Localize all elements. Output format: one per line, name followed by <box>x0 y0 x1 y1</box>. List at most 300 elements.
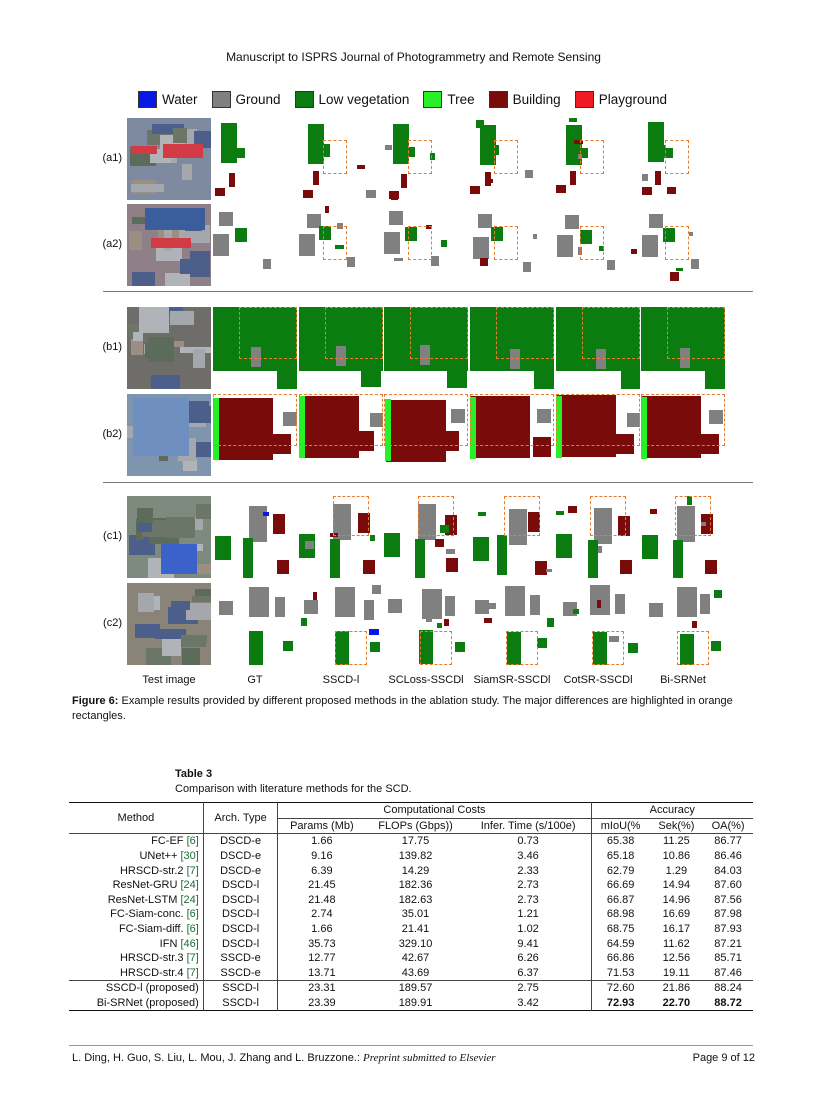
cell-miou <box>591 966 650 981</box>
map-region <box>215 188 225 196</box>
segmentation-map <box>641 496 725 578</box>
cell-text: 9.16 <box>311 850 333 863</box>
th-sek: Sek(%) <box>658 819 695 832</box>
segmentation-map <box>556 307 640 389</box>
cell-text: 2.33 <box>517 864 539 877</box>
legend-swatch <box>489 91 508 108</box>
cell-sek <box>650 922 704 937</box>
segmentation-map <box>641 394 725 476</box>
cell-text: SSCD-e <box>220 952 261 965</box>
citation-link[interactable]: [6] <box>186 908 199 921</box>
map-region <box>363 560 375 574</box>
map-region <box>301 618 307 627</box>
map-region <box>277 560 289 574</box>
cell-method <box>69 981 203 996</box>
highlight-rectangle <box>504 496 540 536</box>
map-region <box>621 368 640 389</box>
row-label: (b2) <box>102 428 122 440</box>
cell-text: 21.86 <box>662 982 691 995</box>
cell-method <box>69 834 203 849</box>
cell-text: 2.73 <box>517 879 539 892</box>
cell-text: 35.73 <box>308 937 336 950</box>
cell-arch <box>203 863 278 878</box>
map-region <box>649 214 663 228</box>
map-region <box>598 546 603 553</box>
cell-flops <box>365 966 465 981</box>
table-title: Table 3 <box>175 768 213 780</box>
cell-text: 62.79 <box>606 864 635 877</box>
segmentation-map <box>556 496 640 578</box>
th-miou: mIoU(% <box>600 819 641 832</box>
cell-text: 1.29 <box>665 864 688 877</box>
cell-text: 6.37 <box>517 966 539 979</box>
cell-text: ResNet-LSTM <box>107 893 181 906</box>
cell-flops <box>365 951 465 966</box>
citation-link[interactable]: [24] <box>180 893 199 906</box>
cell-flops <box>365 849 465 864</box>
table-subtitle: Comparison with literature methods for the SCD. <box>175 783 412 795</box>
map-region <box>568 506 577 513</box>
legend-item <box>138 91 198 108</box>
photo-patch <box>196 504 211 519</box>
map-region <box>642 235 658 257</box>
map-region <box>361 365 381 387</box>
cell-miou <box>591 922 650 937</box>
cell-infer <box>466 878 591 893</box>
caption-text: Example results provided by different proposed methods in the ablation study. The major differences are highlighted in orange rectangles. <box>72 695 733 722</box>
segmentation-map <box>299 204 383 286</box>
legend-swatch <box>295 91 314 108</box>
column-label: GT <box>247 674 263 686</box>
map-region <box>607 260 615 270</box>
cell-params <box>278 936 366 951</box>
map-region <box>505 586 525 616</box>
map-region <box>631 249 637 254</box>
segmentation-map <box>299 118 383 200</box>
map-region <box>523 262 531 272</box>
cell-text: DSCD-l <box>221 908 260 921</box>
cell-flops <box>365 893 465 908</box>
cell-text: 88.24 <box>714 982 742 995</box>
cell-arch <box>203 907 278 922</box>
group-separator <box>103 482 753 483</box>
map-region <box>391 191 398 199</box>
cell-text: DSCD-l <box>221 879 260 892</box>
th-params: Params (Mb) <box>290 819 354 832</box>
cell-text: SSCD-e <box>220 966 261 979</box>
map-region <box>243 538 253 578</box>
legend-swatch <box>212 91 231 108</box>
cell-text: 21.41 <box>401 923 430 936</box>
map-region <box>692 621 697 628</box>
cell-sek <box>650 849 704 864</box>
segmentation-map <box>299 583 383 665</box>
cell-infer <box>466 936 591 951</box>
segmentation-map <box>213 496 297 578</box>
table-row <box>69 849 753 864</box>
cell-text: DSCD-l <box>221 923 260 936</box>
cell-text: 2.74 <box>311 908 333 921</box>
cell-text: 1.21 <box>517 908 539 921</box>
map-region <box>556 185 566 193</box>
footer-page-number: Page 9 of 12 <box>692 1052 755 1064</box>
highlight-rectangle <box>420 631 452 665</box>
map-region <box>364 600 374 620</box>
legend-item <box>575 91 667 108</box>
cell-method <box>69 936 203 951</box>
highlight-rectangle <box>323 140 347 174</box>
column-label: Bi-SRNet <box>660 674 706 686</box>
th-acc: Accuracy <box>591 803 753 819</box>
cell-text: 3.46 <box>517 850 539 863</box>
cell-text: 2.73 <box>517 893 539 906</box>
legend-swatch <box>423 91 442 108</box>
map-region <box>620 560 632 574</box>
cell-oa <box>703 922 753 937</box>
cell-miou <box>591 849 650 864</box>
cell-flops <box>365 996 465 1011</box>
cell-flops <box>365 922 465 937</box>
cell-text: 329.10 <box>398 937 433 950</box>
cell-params <box>278 951 366 966</box>
cell-params <box>278 981 366 996</box>
highlight-rectangle <box>665 226 689 260</box>
cell-oa <box>703 907 753 922</box>
cell-text: 1.66 <box>311 923 333 936</box>
table-row <box>69 951 753 966</box>
map-region <box>415 539 425 578</box>
table-row <box>69 878 753 893</box>
cell-text: 65.38 <box>606 835 635 848</box>
map-region <box>676 268 683 272</box>
cell-text: 85.71 <box>714 952 742 965</box>
test-image <box>127 394 211 476</box>
segmentation-map <box>641 583 725 665</box>
cell-miou <box>591 878 650 893</box>
cell-text: 88.72 <box>714 997 742 1010</box>
legend-swatch <box>575 91 594 108</box>
table-caption <box>175 767 412 797</box>
cell-miou <box>591 981 650 996</box>
segmentation-map <box>556 583 640 665</box>
photo-patch <box>135 624 160 639</box>
cell-text: 21.48 <box>308 893 336 906</box>
footer-journal: Preprint submitted to Elsevier <box>363 1052 496 1064</box>
cell-text: DSCD-l <box>221 893 260 906</box>
cell-method <box>69 863 203 878</box>
cell-sek <box>650 951 704 966</box>
cell-text: 9.41 <box>517 937 539 950</box>
cell-oa <box>703 863 753 878</box>
segmentation-map <box>470 204 554 286</box>
cell-infer <box>466 834 591 849</box>
segmentation-map <box>556 394 640 476</box>
map-region <box>470 186 480 194</box>
citation-link[interactable]: [7] <box>186 952 199 965</box>
photo-patch <box>137 508 152 524</box>
photo-roof <box>131 146 157 154</box>
cell-text: 22.70 <box>662 997 691 1010</box>
photo-roof <box>163 144 203 158</box>
cell-miou <box>591 893 650 908</box>
cell-text: 87.46 <box>714 966 742 979</box>
map-region <box>249 587 269 617</box>
map-region <box>691 259 699 269</box>
cell-arch <box>203 981 278 996</box>
map-region <box>642 174 649 181</box>
legend-swatch <box>138 91 157 108</box>
legend-label: Ground <box>235 91 281 107</box>
map-region <box>372 585 381 594</box>
cell-miou <box>591 834 650 849</box>
column-label: SiamSR-SSCDl <box>473 674 551 686</box>
cell-flops <box>365 863 465 878</box>
legend-item <box>423 91 474 108</box>
map-region <box>444 619 449 625</box>
segmentation-map <box>213 204 297 286</box>
highlight-rectangle <box>408 226 432 260</box>
map-region <box>534 367 554 389</box>
map-region <box>422 589 442 619</box>
map-region <box>275 597 285 617</box>
row-label: (b1) <box>102 341 122 353</box>
map-region <box>588 540 598 578</box>
cell-sek <box>650 893 704 908</box>
map-region <box>546 569 552 572</box>
cell-arch <box>203 996 278 1011</box>
cell-oa <box>703 966 753 981</box>
highlight-rectangle <box>494 226 518 260</box>
map-region <box>335 587 355 617</box>
photo-patch <box>138 593 154 612</box>
highlight-rectangle <box>590 496 626 536</box>
photo-patch <box>171 601 191 610</box>
map-region <box>401 174 407 188</box>
highlight-rectangle <box>410 307 468 359</box>
cell-flops <box>365 981 465 996</box>
cell-text: 86.77 <box>714 835 742 848</box>
legend-label: Low vegetation <box>318 91 410 107</box>
segmentation-map <box>384 496 468 578</box>
map-region <box>219 212 233 226</box>
cell-infer <box>466 893 591 908</box>
test-image <box>127 496 211 578</box>
legend-label: Tree <box>447 91 475 107</box>
cell-text: 19.11 <box>663 966 690 979</box>
map-region <box>357 165 364 168</box>
map-region <box>537 638 547 648</box>
cell-text: DSCD-e <box>220 864 262 877</box>
map-region <box>597 600 602 608</box>
map-region <box>385 145 393 151</box>
highlight-rectangle <box>335 631 367 665</box>
map-region <box>570 171 576 185</box>
map-region <box>437 623 442 627</box>
cell-params <box>278 996 366 1011</box>
cell-text: 3.42 <box>517 997 539 1010</box>
map-region <box>476 120 483 128</box>
segmentation-map <box>384 118 468 200</box>
map-region <box>714 590 722 598</box>
citation-link[interactable]: [6] <box>186 835 199 848</box>
map-region <box>689 232 694 236</box>
cell-sek <box>650 996 704 1011</box>
map-region <box>565 215 579 229</box>
cell-text: 68.98 <box>606 908 635 921</box>
highlight-rectangle <box>470 394 554 446</box>
map-region <box>673 540 683 578</box>
segmentation-map <box>470 394 554 476</box>
cell-oa <box>703 893 753 908</box>
cell-params <box>278 849 366 864</box>
highlight-rectangle <box>592 631 624 665</box>
cell-text: 65.18 <box>606 850 635 863</box>
column-label: CotSR-SSCDl <box>563 674 633 686</box>
cell-params <box>278 834 366 849</box>
cell-text: 87.60 <box>714 879 742 892</box>
map-region <box>441 240 446 247</box>
cell-text: 6.39 <box>311 864 333 877</box>
cell-arch <box>203 834 278 849</box>
photo-patch <box>151 375 180 389</box>
photo-patch <box>133 332 143 341</box>
map-region <box>325 206 329 213</box>
legend-item <box>295 91 410 108</box>
cell-text: 35.01 <box>401 908 430 921</box>
map-region <box>249 631 263 665</box>
map-region <box>393 124 409 164</box>
map-region <box>655 171 661 185</box>
running-header: Manuscript to ISPRS Journal of Photogrammetry and Remote Sensing <box>226 50 601 64</box>
segmentation-map <box>641 118 725 200</box>
cell-params <box>278 907 366 922</box>
map-region <box>446 558 458 572</box>
cell-arch <box>203 878 278 893</box>
legend-label: Playground <box>598 91 667 107</box>
photo-patch <box>165 273 190 286</box>
map-region <box>388 599 402 613</box>
photo-patch <box>170 311 194 324</box>
cell-text: HRSCD-str.2 <box>119 864 187 877</box>
cell-miou <box>591 863 650 878</box>
cell-infer <box>466 922 591 937</box>
citation-link[interactable]: [24] <box>180 879 199 892</box>
cell-text: 66.87 <box>606 893 635 906</box>
highlight-rectangle <box>239 307 297 359</box>
citation-link[interactable]: [46] <box>180 937 199 950</box>
highlight-rectangle <box>641 394 725 446</box>
map-region <box>347 257 355 267</box>
cell-text: 1.02 <box>517 923 539 936</box>
segmentation-map <box>384 394 468 476</box>
map-region <box>478 214 492 228</box>
citation-link[interactable]: [7] <box>186 966 199 979</box>
map-region <box>484 618 492 623</box>
cell-infer <box>466 951 591 966</box>
photo-patch <box>162 639 181 656</box>
citation-link[interactable]: [30] <box>180 850 199 863</box>
legend-item <box>489 91 561 108</box>
citation-link[interactable]: [6] <box>186 923 199 936</box>
photo-patch <box>139 307 169 333</box>
map-region <box>263 512 269 516</box>
cell-oa <box>703 951 753 966</box>
cell-oa <box>703 834 753 849</box>
cell-flops <box>365 907 465 922</box>
cell-params <box>278 863 366 878</box>
map-region <box>700 594 710 614</box>
segmentation-map <box>641 204 725 286</box>
cell-text: UNet++ <box>139 850 181 863</box>
cell-text: 2.75 <box>517 982 539 995</box>
cell-text: 12.56 <box>662 952 691 965</box>
caption-label: Figure 6: <box>72 695 119 707</box>
row-label: (c2) <box>103 617 122 629</box>
map-region <box>478 512 487 516</box>
cell-text: 189.91 <box>398 997 433 1010</box>
highlight-rectangle <box>675 496 711 536</box>
map-region <box>547 618 554 626</box>
cell-text: 23.31 <box>308 982 336 995</box>
segmentation-map <box>299 307 383 389</box>
cell-text: DSCD-l <box>221 937 260 950</box>
cell-sek <box>650 966 704 981</box>
cell-method <box>69 878 203 893</box>
cell-flops <box>365 834 465 849</box>
segmentation-map <box>213 118 297 200</box>
map-region <box>303 190 313 198</box>
highlight-rectangle <box>323 226 347 260</box>
highlight-rectangle <box>677 631 709 665</box>
highlight-rectangle <box>496 307 554 359</box>
photo-patch <box>181 635 207 644</box>
map-region <box>273 514 285 534</box>
legend-label: Water <box>162 91 198 107</box>
cell-text: DSCD-e <box>220 835 262 848</box>
highlight-rectangle <box>408 140 432 174</box>
cell-sek <box>650 981 704 996</box>
photo-patch <box>145 342 167 359</box>
map-region <box>394 258 403 261</box>
highlight-rectangle <box>299 394 383 446</box>
column-label: Test image <box>142 674 196 686</box>
segmentation-map <box>213 394 297 476</box>
cell-text: FC-Siam-diff. <box>118 923 187 936</box>
cell-text: 66.86 <box>606 952 635 965</box>
cell-text: 87.98 <box>714 908 742 921</box>
map-region <box>573 609 578 614</box>
photo-roof <box>151 238 191 248</box>
cell-arch <box>203 951 278 966</box>
cell-text: 0.73 <box>517 835 539 848</box>
highlight-rectangle <box>418 496 454 536</box>
comparison-table <box>69 802 753 1011</box>
cell-text: 14.29 <box>401 864 430 877</box>
photo-patch <box>129 231 142 250</box>
segmentation-map <box>213 583 297 665</box>
map-region <box>304 600 318 614</box>
cell-text: 189.57 <box>398 982 433 995</box>
cell-text: SSCD-l <box>222 997 259 1010</box>
map-region <box>480 258 488 267</box>
map-region <box>330 539 340 578</box>
cell-oa <box>703 878 753 893</box>
highlight-rectangle <box>667 307 725 359</box>
cell-text: 14.96 <box>662 893 691 906</box>
cell-text: Bi-SRNet (proposed) <box>96 997 199 1010</box>
citation-link[interactable]: [7] <box>186 864 199 877</box>
photo-patch <box>131 339 143 355</box>
